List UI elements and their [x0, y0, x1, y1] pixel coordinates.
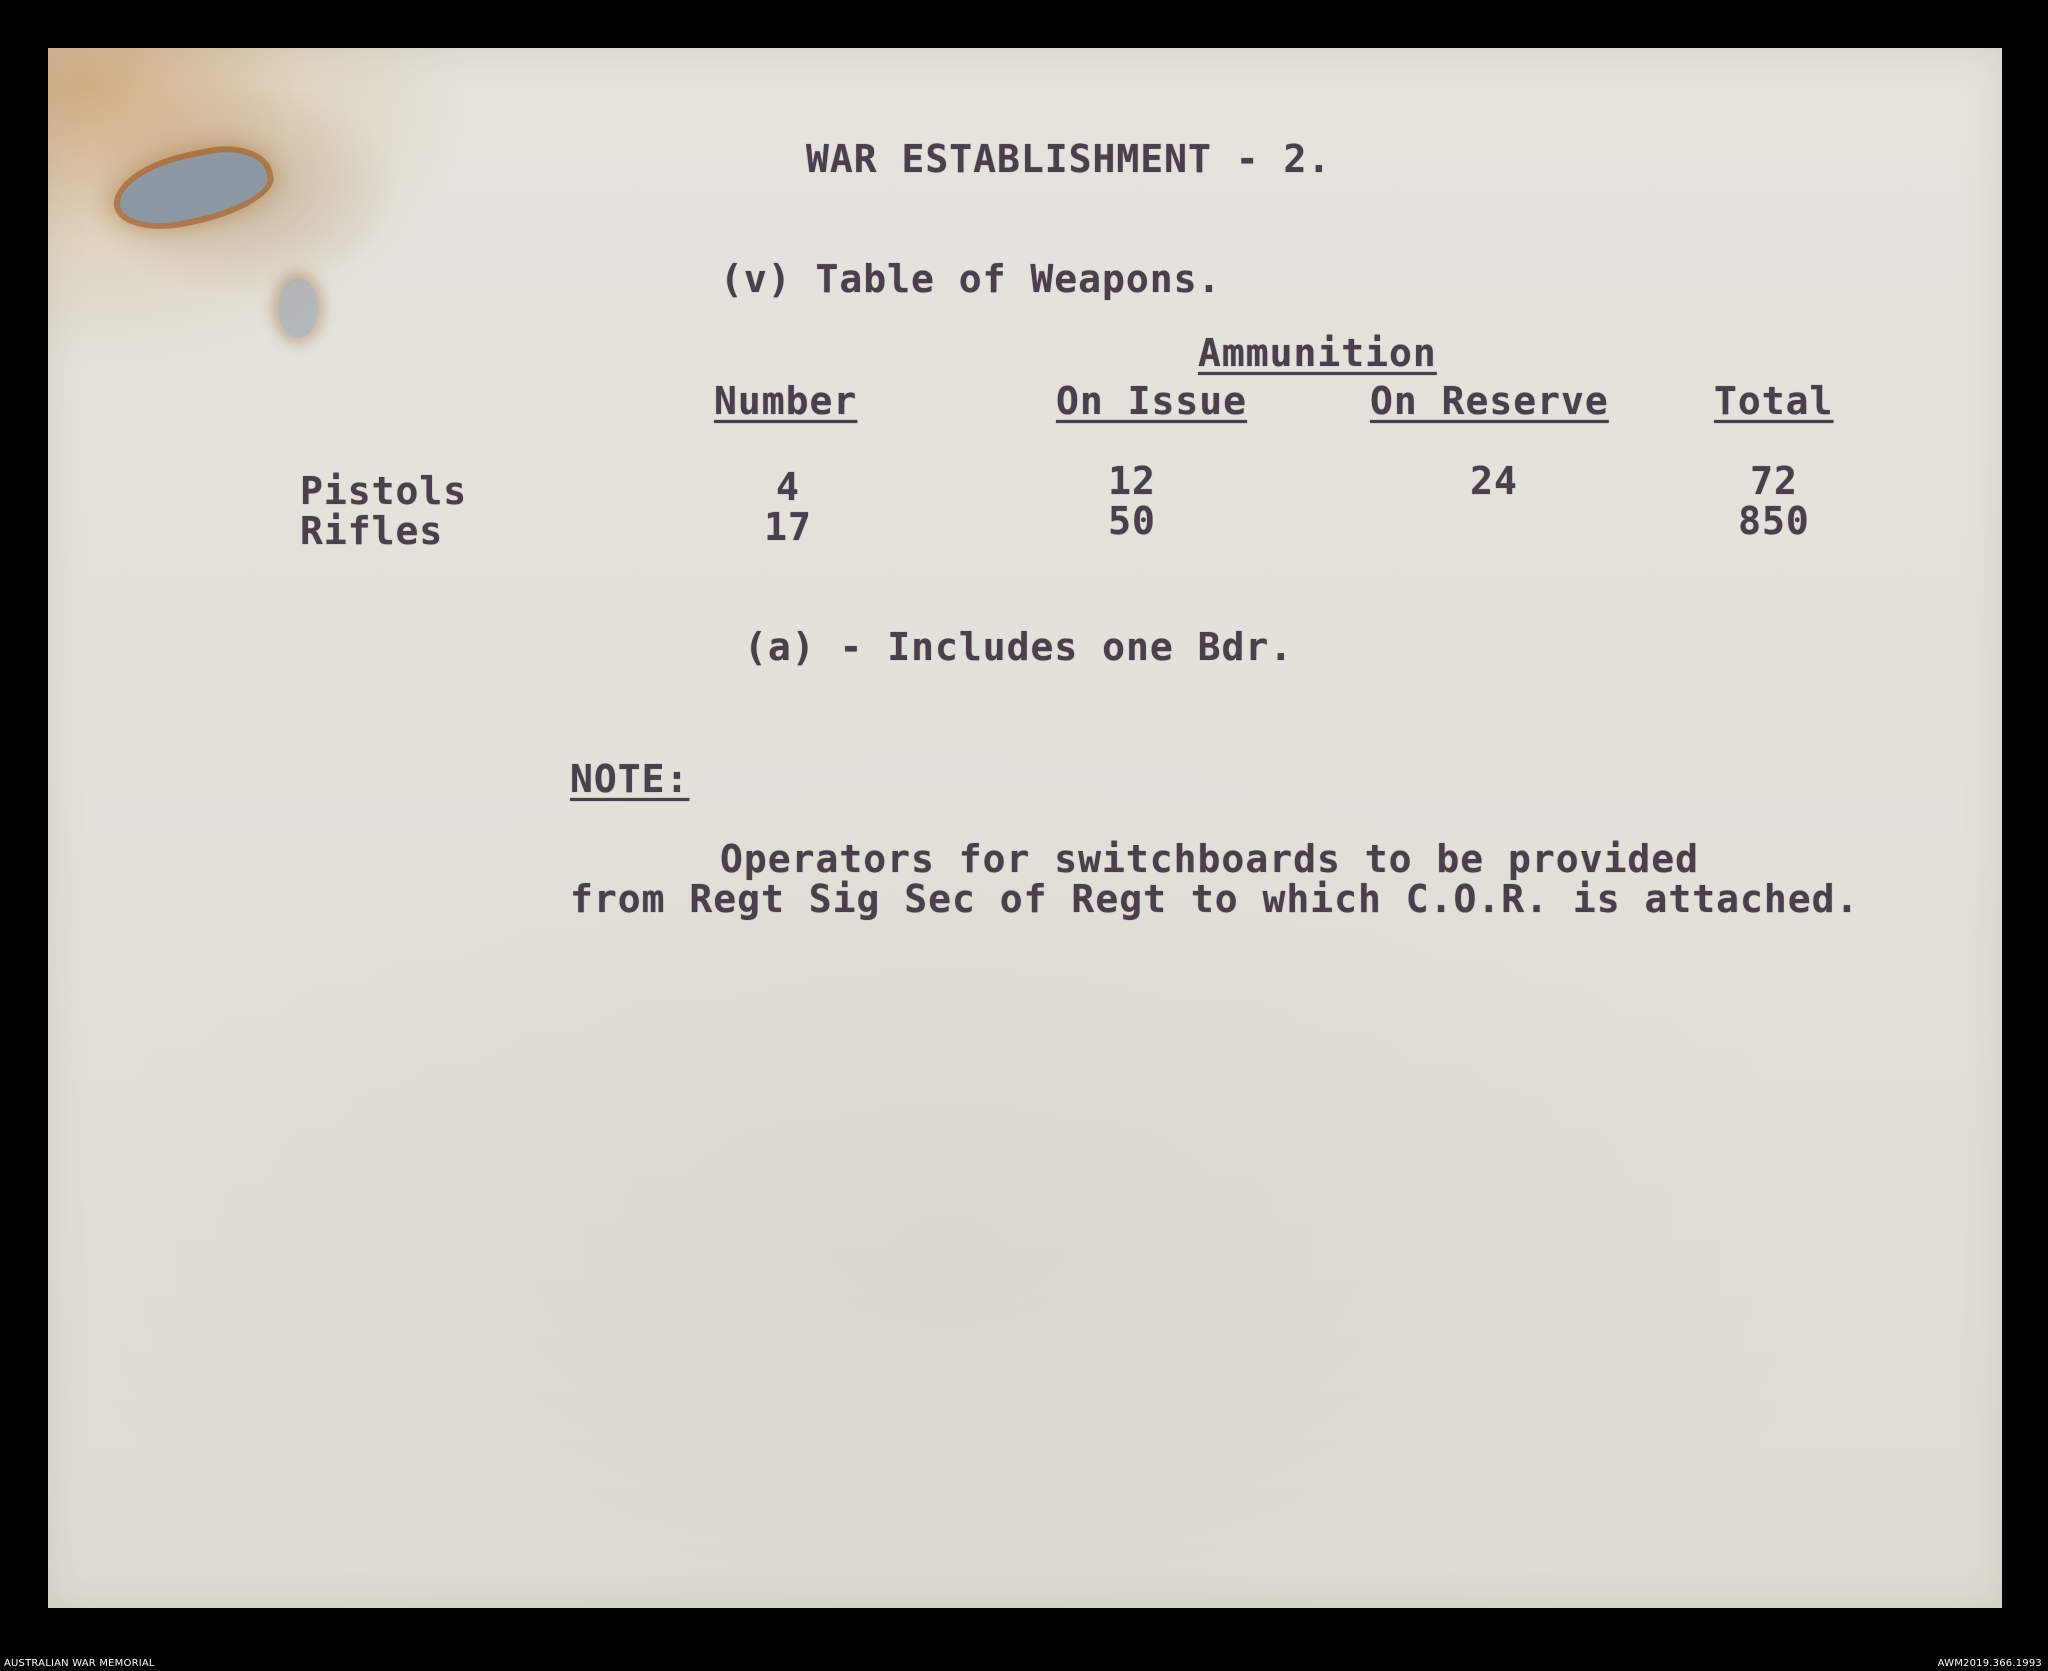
page-heading: WAR ESTABLISHMENT - 2.: [806, 137, 1332, 181]
footer-source-label: AUSTRALIAN WAR MEMORIAL: [4, 1658, 155, 1669]
footer-accession-number: AWM2019.366.1993: [1937, 1658, 2042, 1669]
row-label-rifles: Rifles: [300, 509, 444, 553]
cell-pistols-on-reserve: 24: [1470, 459, 1518, 503]
cell-rifles-total: 850: [1738, 499, 1810, 543]
document-page: [48, 48, 2002, 1608]
note-line-1: Operators for switchboards to be provided: [720, 837, 1699, 881]
ammunition-group-header: Ammunition: [1198, 331, 1437, 375]
cell-pistols-on-issue: 12: [1108, 459, 1156, 503]
column-header-total: Total: [1714, 379, 1834, 423]
cell-rifles-number: 17: [764, 505, 812, 549]
note-label: NOTE:: [570, 757, 690, 801]
cell-rifles-on-issue: 50: [1108, 499, 1156, 543]
cell-pistols-total: 72: [1750, 459, 1798, 503]
footnote: (a) - Includes one Bdr.: [744, 625, 1294, 669]
column-header-on-reserve: On Reserve: [1370, 379, 1609, 423]
burn-damage: [113, 143, 272, 233]
row-label-pistols: Pistols: [300, 469, 468, 513]
burn-mark: [278, 278, 318, 338]
note-line-2: from Regt Sig Sec of Regt to which C.O.R. is attached.: [570, 877, 1860, 921]
cell-pistols-number: 4: [776, 465, 800, 509]
section-title: (v) Table of Weapons.: [720, 257, 1222, 301]
column-header-number: Number: [714, 379, 858, 423]
column-header-on-issue: On Issue: [1056, 379, 1248, 423]
